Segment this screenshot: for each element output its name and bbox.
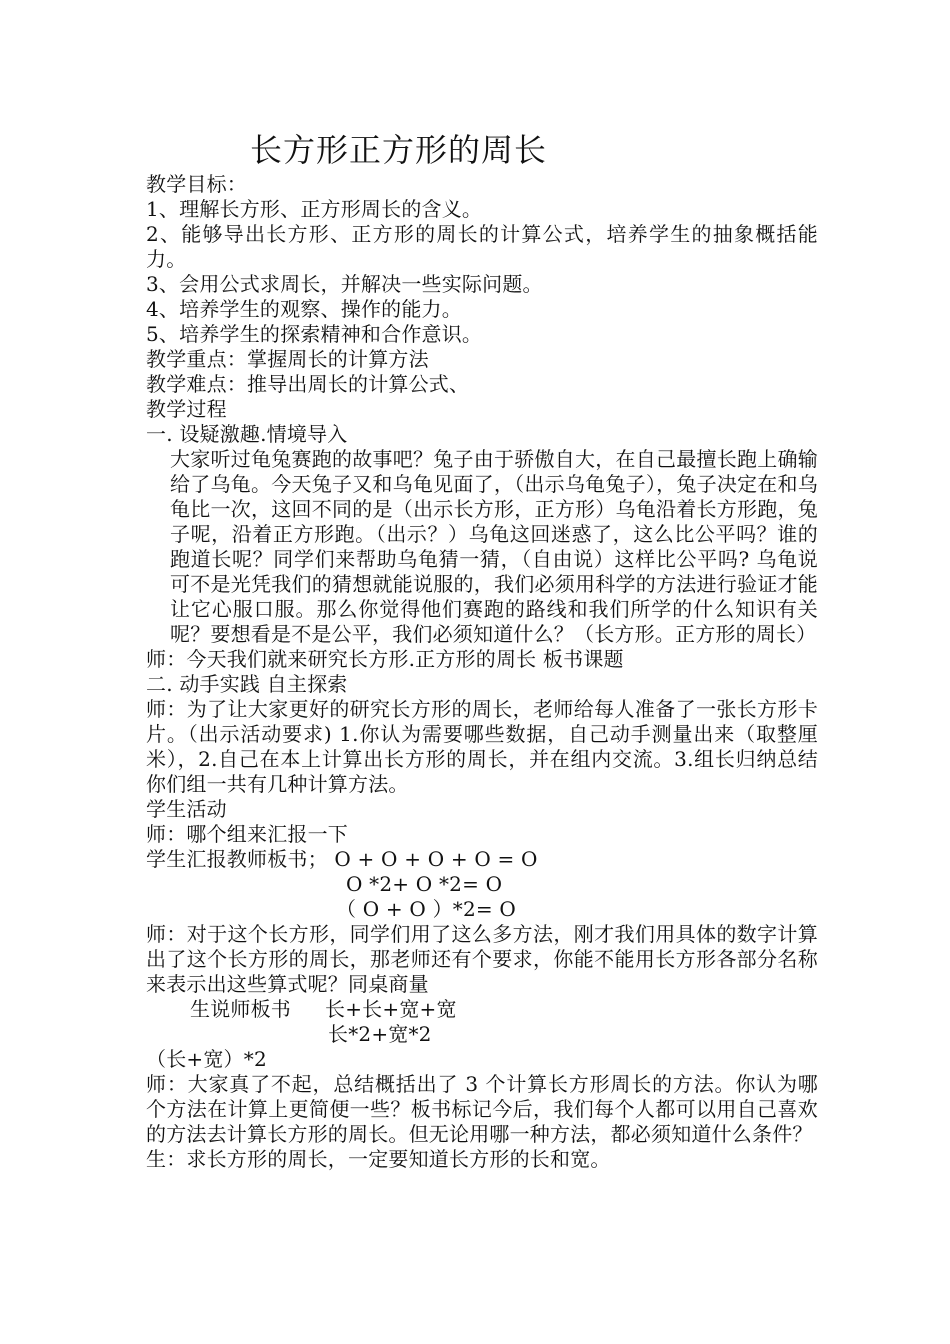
page-title: 长方形正方形的周长 (250, 131, 548, 169)
teacher-paragraph: 师：对于这个长方形，同学们用了这么多方法，刚才我们用具体的数字计算出了这个长方形的周长，那老师还有个要求，你能不能用长方形各部分名称来表示出这些算式呢？同桌商量 (146, 922, 818, 996)
story-paragraph: 大家听过龟兔赛跑的故事吧？兔子由于骄傲自大，在自己最擅长跑上确输给了乌龟。今天兔子又和乌龟见面了，（出示乌龟兔子），兔子决定在和乌龟比一次，这回不同的是（出示长方形，正方形）乌龟沿着长方形跑，兔子呢，沿着正方形跑。（出示？）乌龟这回迷惑了，这么比公平吗？谁的跑道长呢？同学们来帮助乌龟猜一猜，（自由说）这样比公平吗? 乌龟说可不是光凭我们的猜想就能说服的，我们必须用科学的方法进行验证才能让它心服口服。那么你觉得他们赛跑的路线和我们所学的什么知识有关呢？要想看是不是公平，我们必须知道什么？（长方形。正方形的周长） (170, 447, 818, 646)
teacher-line: 师：哪个组来汇报一下 (146, 822, 348, 846)
board2-label: 生说师板书 (190, 997, 291, 1021)
process-heading: 教学过程 (146, 397, 227, 421)
board-line (146, 847, 818, 872)
board-equation: O *2+ O *2= O (346, 872, 503, 896)
objective-item: 3、会用公式求周长，并解决一些实际问题。 (146, 272, 543, 296)
board2-equation: （长+宽）*2 (146, 1047, 267, 1071)
student-activity: 学生活动 (146, 797, 227, 821)
key-point: 教学重点：掌握周长的计算方法 (146, 347, 429, 371)
objective-item: 1、理解长方形、正方形周长的含义。 (146, 197, 483, 221)
board2-equation: 长+长+宽+宽 (325, 997, 457, 1021)
document-body (146, 172, 818, 1172)
board-label: 学生汇报教师板书； (146, 847, 328, 871)
student-answer: 生：求长方形的周长，一定要知道长方形的长和宽。 (146, 1147, 611, 1171)
objective-item: 2、能够导出长方形、正方形的周长的计算公式，培养学生的抽象概括能力。 (146, 222, 818, 271)
difficulty: 教学难点：推导出周长的计算公式、 (146, 372, 470, 396)
objectives-heading: 教学目标： (146, 172, 247, 196)
board2-equation: 长*2+宽*2 (328, 1022, 432, 1046)
teacher-paragraph: 师：大家真了不起，总结概括出了 3 个计算长方形周长的方法。你认为哪个方法在计算上更简便一些？板书标记今后，我们每个人都可以用自己喜欢的方法去计算长方形的周长。但无论用哪一种方法，都必须知道什么条件？ (146, 1072, 818, 1146)
activity-paragraph: 师：为了让大家更好的研究长方形的周长，老师给每人准备了一张长方形卡片。（出示活动要求) 1.你认为需要哪些数据，自己动手测量出来（取整厘米），2.自己在本上计算出长方形的周长，并在组内交流。3.组长归纳总结你们组一共有几种计算方法。 (146, 697, 818, 796)
section-heading: 一. 设疑激趣.情境导入 (146, 422, 348, 446)
section-heading: 二. 动手实践 自主探索 (146, 672, 348, 696)
objective-item: 4、培养学生的观察、操作的能力。 (146, 297, 462, 321)
board2-line (146, 997, 818, 1022)
teacher-line: 师：今天我们就来研究长方形.正方形的周长 板书课题 (146, 647, 624, 671)
board-equation: （ O + O ）*2= O (336, 897, 517, 921)
board-equation: O + O + O + O = O (334, 847, 538, 871)
objective-item: 5、培养学生的探索精神和合作意识。 (146, 322, 483, 346)
